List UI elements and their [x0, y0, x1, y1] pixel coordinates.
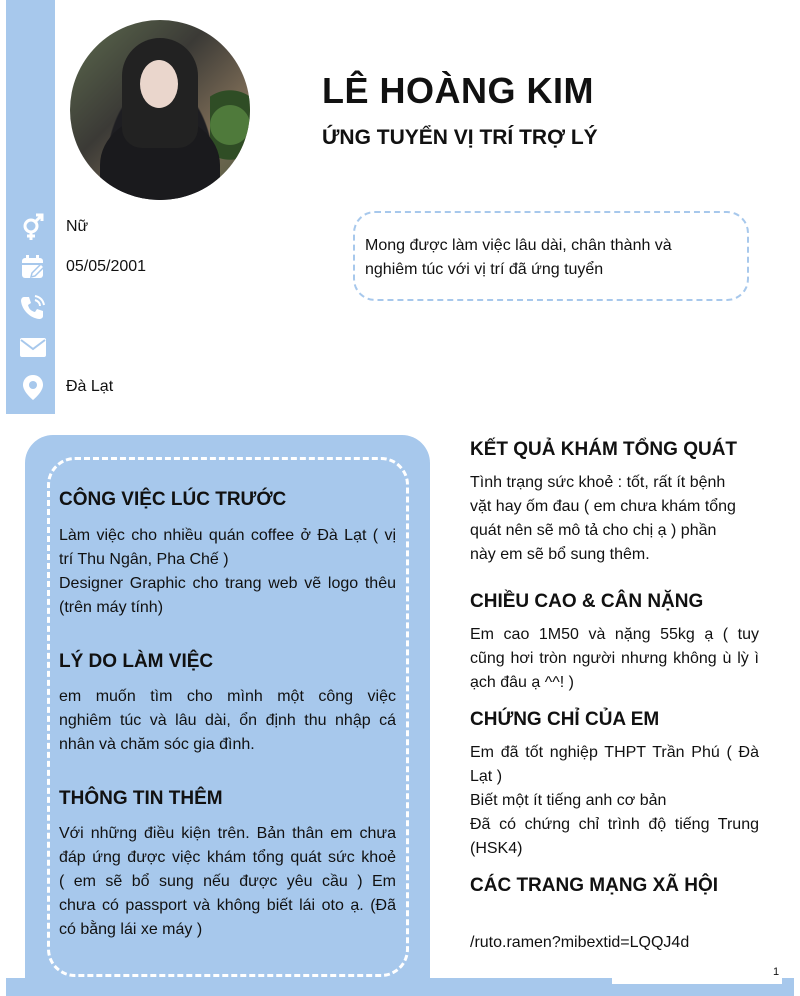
text-line: Biết một ít tiếng anh cơ bản	[470, 792, 667, 809]
text-line: (trên máy tính)	[59, 599, 164, 616]
text-line: này em sẽ bổ sung thêm.	[470, 546, 650, 563]
mail-icon	[18, 332, 48, 362]
location-icon	[18, 372, 48, 402]
text-line: Em cao 1M50 và nặng 55kg ạ ( tuy	[470, 626, 759, 643]
candidate-name: LÊ HOÀNG KIM	[322, 70, 594, 111]
text-line: Lạt )	[470, 768, 503, 785]
calendar-icon	[18, 252, 48, 282]
text-line: cũng hơi tròn người nhưng không ù lỳ ì	[470, 650, 759, 667]
section-body-extra	[59, 822, 396, 942]
gender-icon	[18, 212, 48, 242]
section-title-social: CÁC TRANG MẠNG XÃ HỘI	[470, 875, 719, 896]
text-line: em muốn tìm cho mình một công việc	[59, 688, 396, 705]
text-line: ạch đâu ạ ^^! )	[470, 674, 574, 691]
social-link[interactable]: /ruto.ramen?mibextid=LQQJ4d	[470, 934, 690, 951]
text-line: đáp ứng được việc khám tổng quát sức khoẻ	[59, 849, 396, 866]
text-line: nhân và chăm sóc gia đình.	[59, 736, 255, 753]
text-line: trí Thu Ngân, Pha Chế )	[59, 551, 229, 568]
section-body-health	[470, 471, 760, 567]
section-body-work	[59, 524, 396, 620]
text-line: chưa có passport và không biết lái oto ạ. (Đã	[59, 897, 396, 914]
text-line: Với những điều kiện trên. Bản thân em chưa	[59, 825, 396, 842]
text-line: ( em sẽ bổ sung nếu được yêu cầu ) Em	[59, 873, 396, 890]
bottom-bar-gap	[612, 978, 782, 984]
birthday-value: 05/05/2001	[66, 258, 147, 275]
section-title-extra: THÔNG TIN THÊM	[59, 788, 223, 809]
text-line: Đã có chứng chỉ trình độ tiếng Trung	[470, 816, 759, 833]
text-line: Em đã tốt nghiệp THPT Trần Phú ( Đà	[470, 744, 759, 761]
section-body-body	[470, 623, 759, 695]
text-line: (HSK4)	[470, 840, 523, 857]
objective-line: nghiêm túc với vị trí đã ứng tuyển	[365, 261, 604, 278]
text-line: Tình trạng sức khoẻ : tốt, rất ít bệnh	[470, 474, 726, 491]
address-value: Đà Lạt	[66, 378, 114, 395]
text-line: có bằng lái xe máy )	[59, 921, 203, 938]
profile-photo	[70, 20, 250, 200]
text-line: vặt hay ốm đau ( em chưa khám tổng	[470, 498, 736, 515]
objective-line: Mong được làm việc lâu dài, chân thành và	[365, 237, 672, 254]
phone-icon	[18, 292, 48, 322]
section-body-certs	[470, 741, 759, 861]
gender-value: Nữ	[66, 218, 89, 235]
section-title-work: CÔNG VIỆC LÚC TRƯỚC	[59, 489, 287, 510]
section-title-reason: LÝ DO LÀM VIỆC	[59, 651, 214, 672]
text-line: Designer Graphic cho trang web vẽ logo thêu	[59, 575, 396, 592]
section-body-reason	[59, 685, 396, 757]
text-line: Làm việc cho nhiều quán coffee ở Đà Lạt ( vị	[59, 527, 396, 544]
section-title-certs: CHỨNG CHỈ CỦA EM	[470, 709, 660, 730]
page-marker: 1	[773, 966, 780, 978]
career-objective	[353, 211, 749, 301]
section-title-body: CHIỀU CAO & CÂN NẶNG	[470, 591, 704, 612]
text-line: nghiêm túc và lâu dài, ổn định thu nhập cá	[59, 712, 396, 729]
text-line: quát nên sẽ mô tả cho chị ạ ) phần	[470, 522, 717, 539]
section-title-health: KẾT QUẢ KHÁM TỔNG QUÁT	[470, 439, 738, 460]
applied-position: ỨNG TUYỂN VỊ TRÍ TRỢ LÝ	[322, 126, 598, 149]
